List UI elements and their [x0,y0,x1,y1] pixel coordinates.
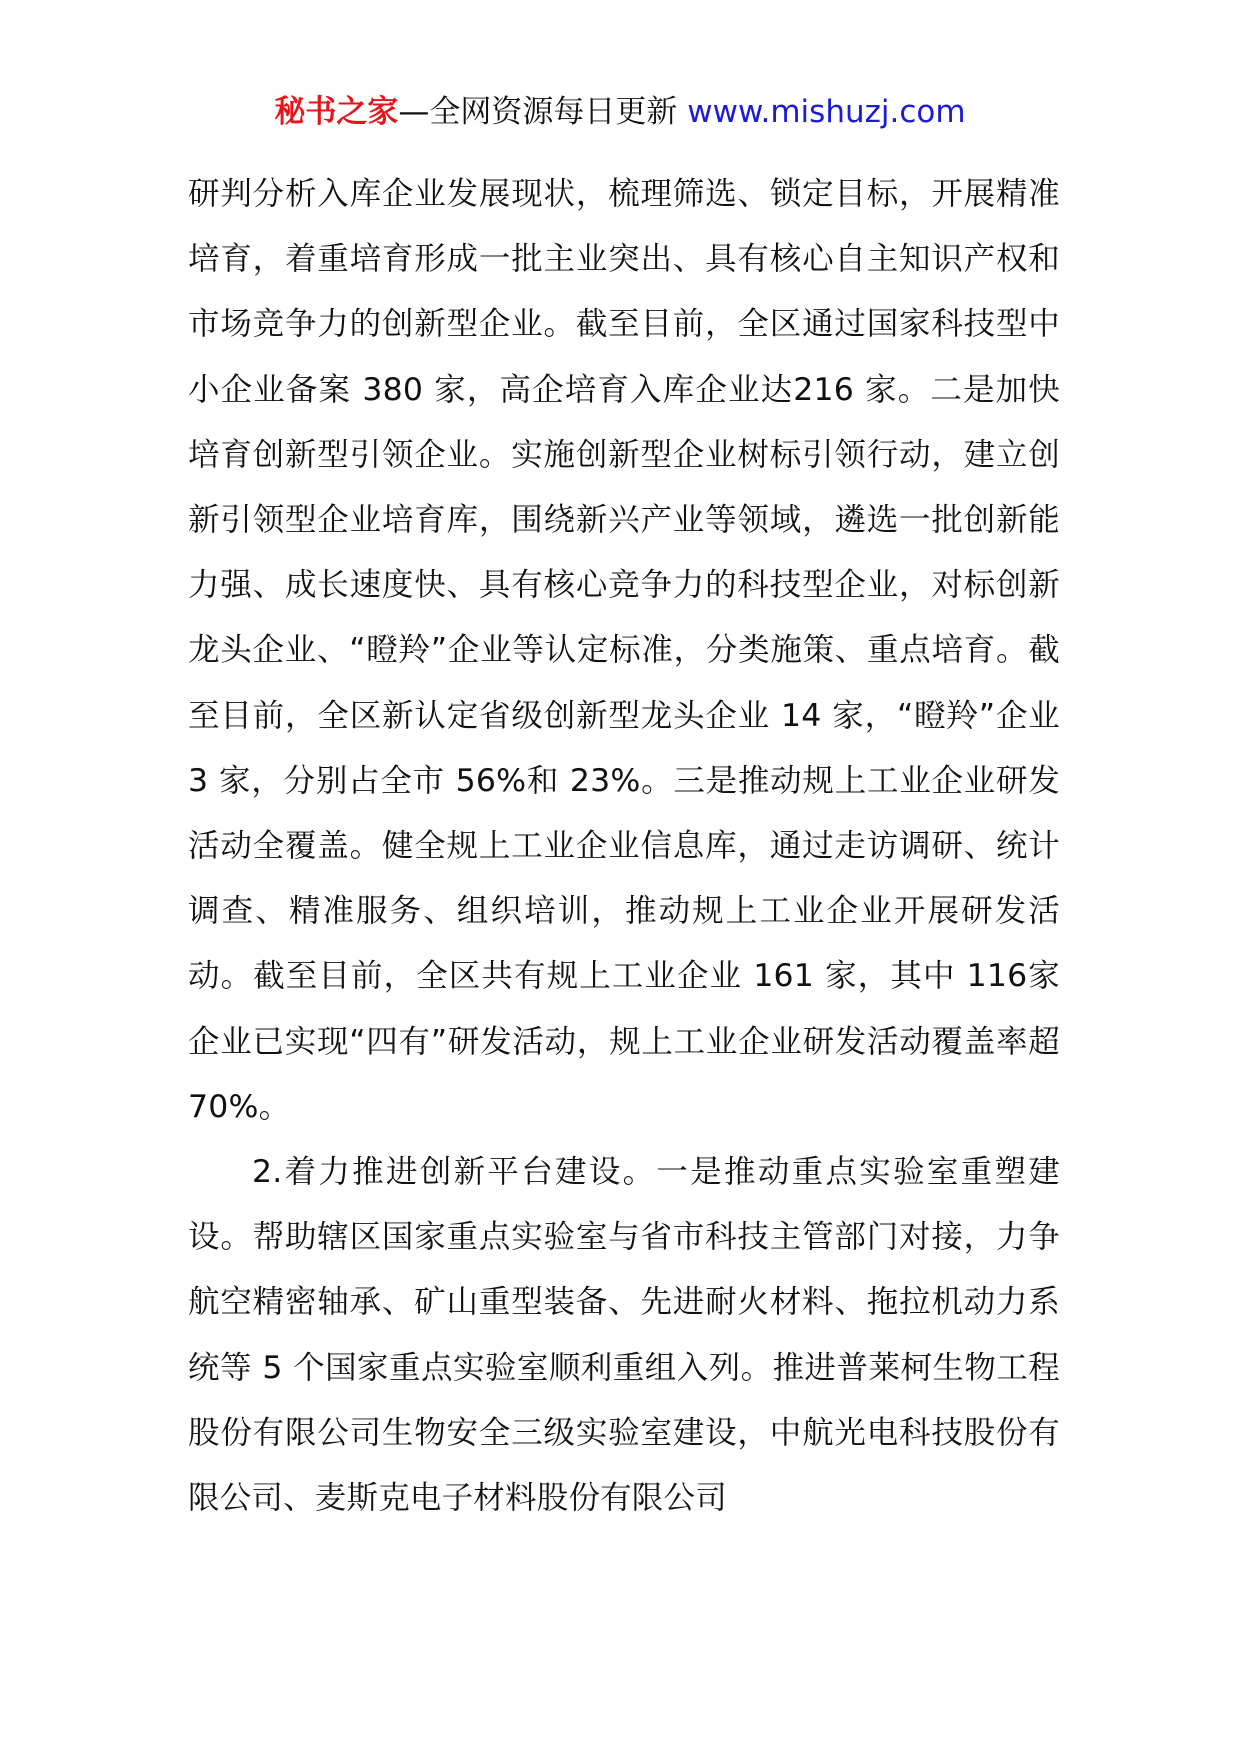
header-slogan: —全网资源每日更新 [398,94,688,130]
paragraph-continued: 研判分析入库企业发展现状，梳理筛选、锁定目标，开展精准培育，着重培育形成一批主业突出、具有核心自主知识产权和市场竞争力的创新型企业。截至目前，全区通过国家科技型中小企业备案 380 家，高企培育入库企业达216 家。二是加快培育创新型引领企业。实施创新型企业树标引领行动，建立创新引领型企业培育库，围绕新兴产业等领域，遴选一批创新能力强、成长速度快、具有核心竞争力的科技型企业，对标创新龙头企业、“瞪羚”企业等认定标准，分类施策、重点培育。截至目前，全区新认定省级创新型龙头企业 14 家，“瞪羚”企业 3 家，分别占全市 56%和 23%。三是推动规上工业企业研发活动全覆盖。健全规上工业企业信息库，通过走访调研、统计调查、精准服务、组织培训，推动规上工业企业开展研发活动。截至目前，全区共有规上工业企业 161 家，其中 116家企业已实现“四有”研发活动，规上工业企业研发活动覆盖率超 70%。 [188,176,1060,1125]
website-link[interactable]: www.mishuzj.com [687,94,966,130]
page-header [0,92,1240,132]
document-body [188,162,1060,1531]
brand-name: 秘书之家 [274,94,399,130]
paragraph-innovation-platforms: 2.着力推进创新平台建设。一是推动重点实验室重塑建设。帮助辖区国家重点实验室与省市科技主管部门对接，力争航空精密轴承、矿山重型装备、先进耐火材料、拖拉机动力系统等 5 个国家重点实验室顺利重组入列。推进普莱柯生物工程股份有限公司生物安全三级实验室建设，中航光电科技股份有限公司、麦斯克电子材料股份有限公司 [188,1154,1060,1517]
